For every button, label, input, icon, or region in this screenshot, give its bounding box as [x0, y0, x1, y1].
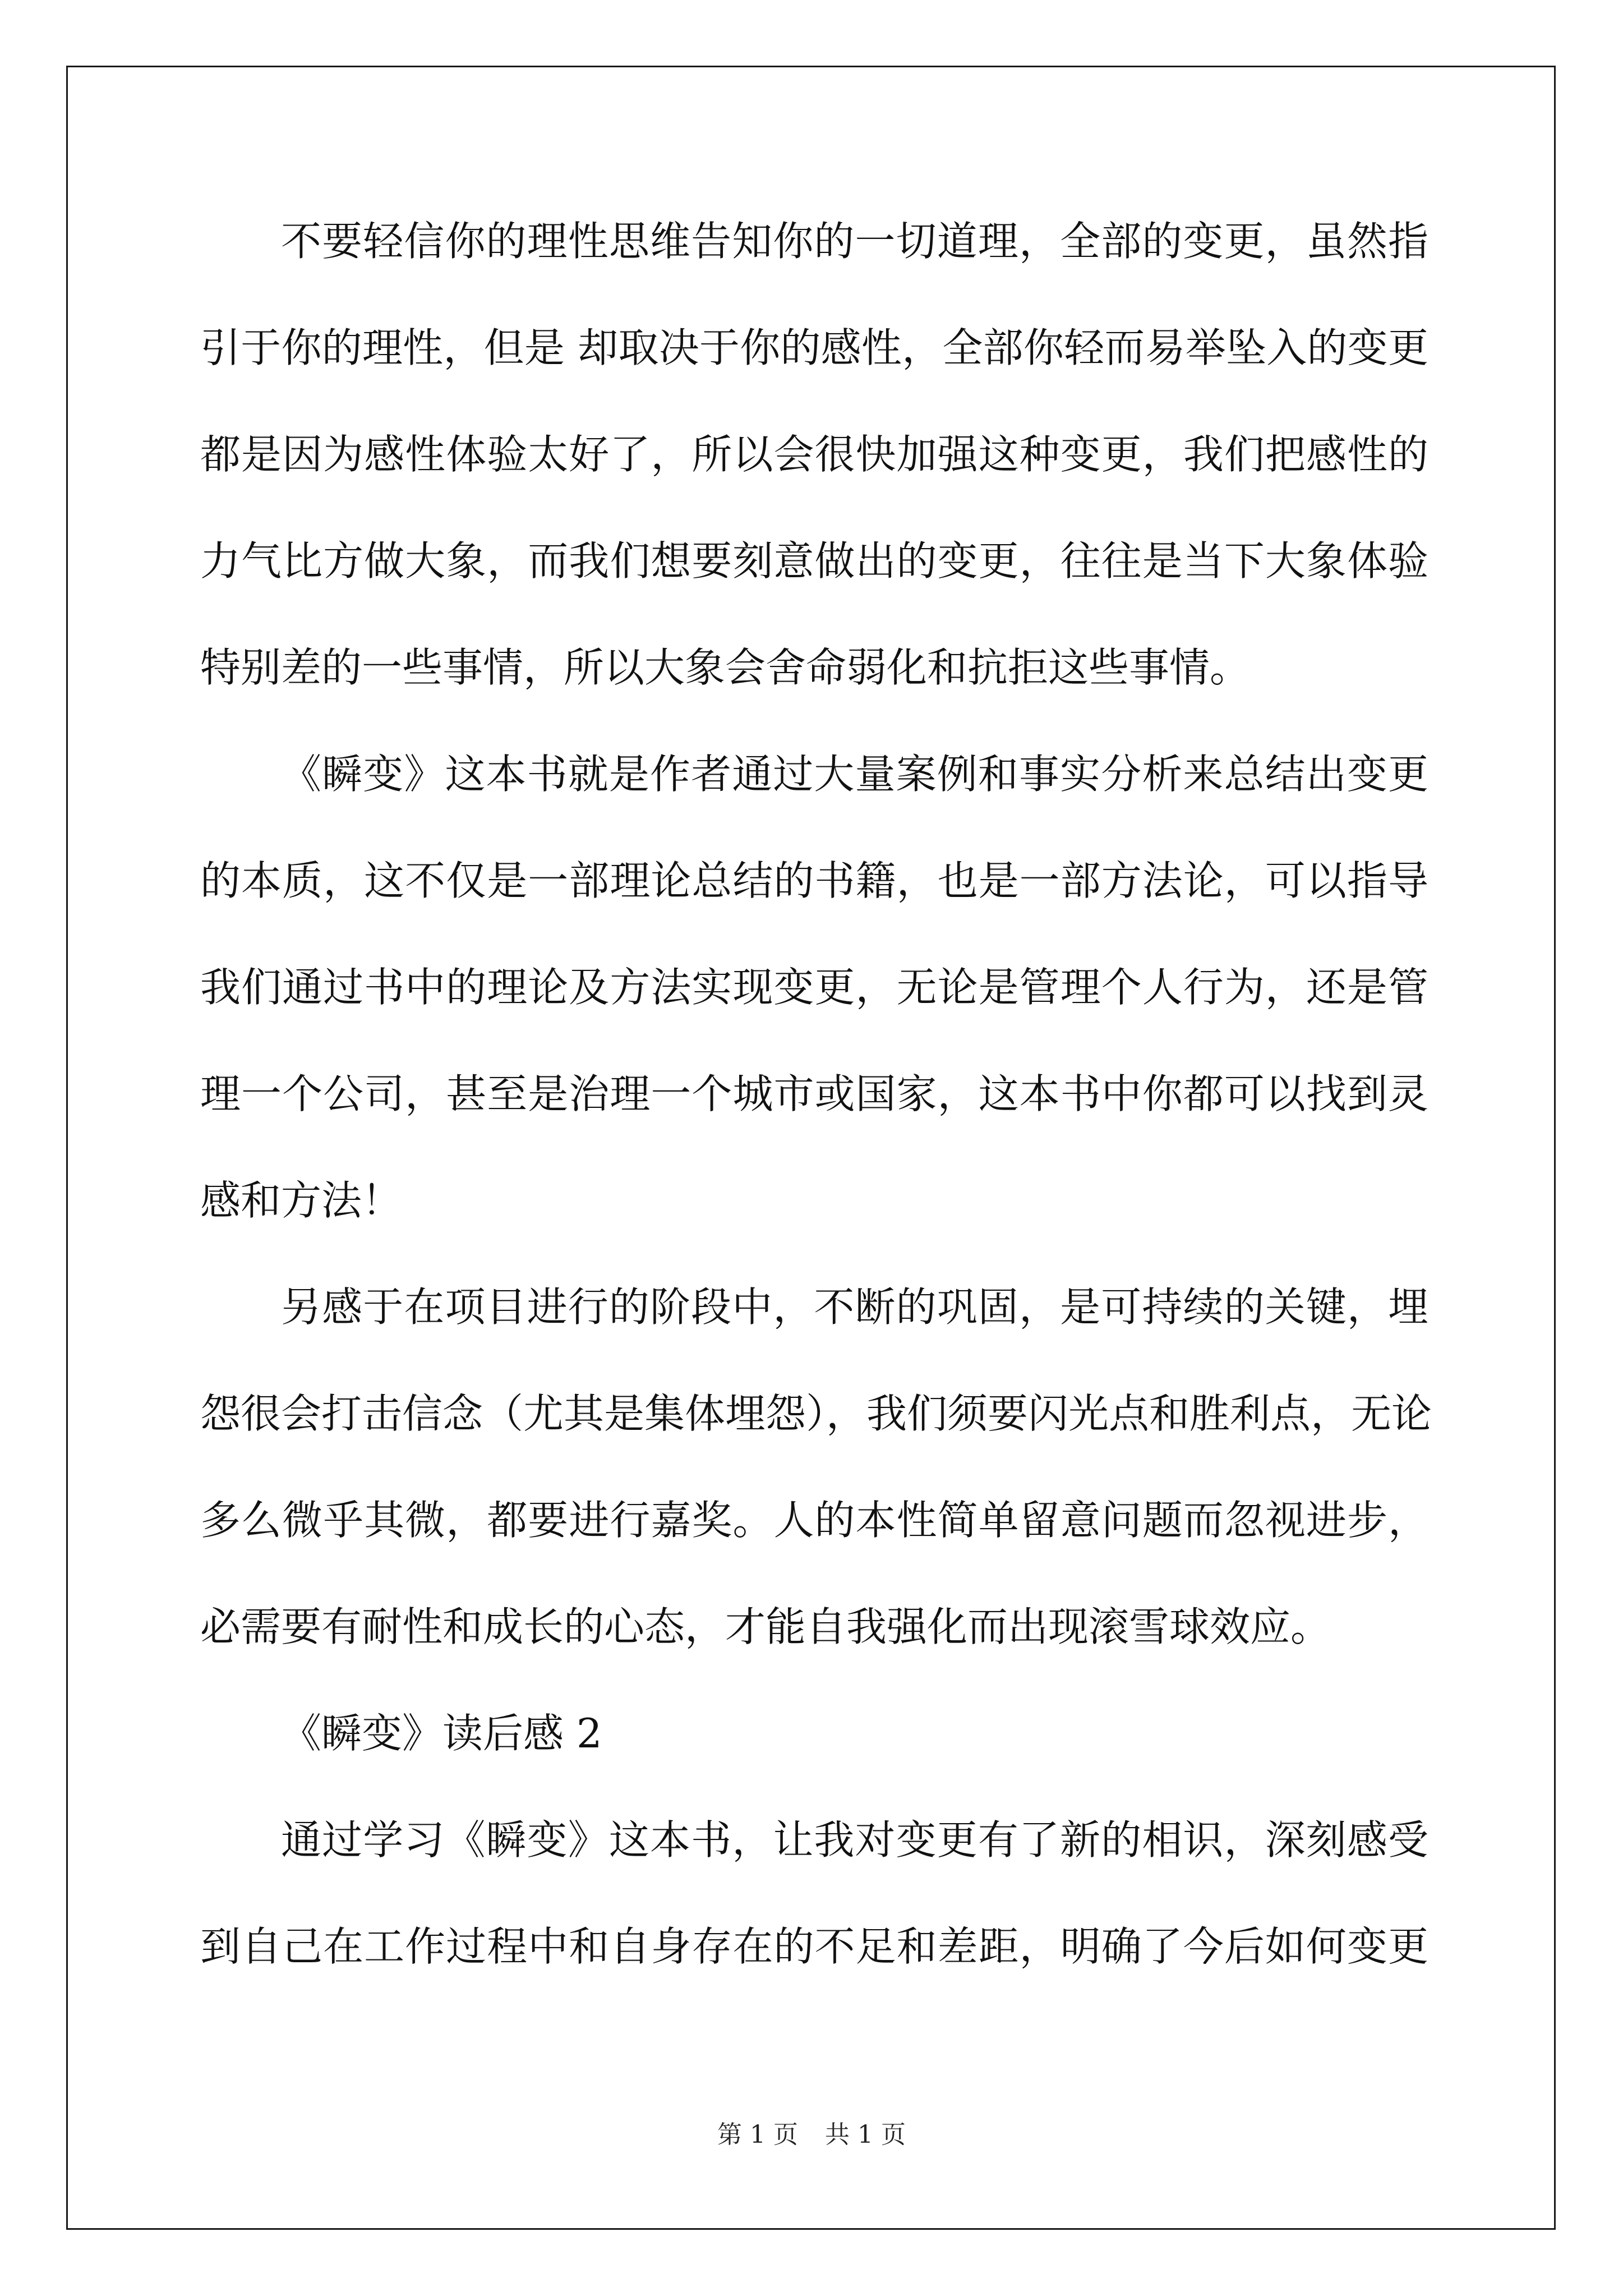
paragraph-line: 的本质，这不仅是一部理论总结的书籍，也是一部方法论，可以指导 — [200, 857, 1428, 904]
page-footer — [0, 2118, 1623, 2152]
paragraph-line: 特别差的一些事情，所以大象会舍命弱化和抗拒这些事情。 — [200, 644, 1251, 691]
paragraph-line: 到自己在工作过程中和自身存在的不足和差距，明确了今后如何变更 — [200, 1923, 1428, 1970]
paragraph-line: 通过学习《瞬变》这本书，让我对变更有了新的相识，深刻感受 — [281, 1816, 1428, 1864]
paragraph-line: 《瞬变》这本书就是作者通过大量案例和事实分析来总结出变更 — [281, 751, 1428, 798]
paragraph-line: 不要轻信你的理性思维告知你的一切道理，全部的变更，虽然指 — [281, 218, 1428, 265]
page-number-current: 第 1 页 — [717, 2120, 798, 2149]
section-heading: 《瞬变》读后感 2 — [281, 1710, 602, 1757]
paragraph-line: 另感于在项目进行的阶段中，不断的巩固，是可持续的关键，埋 — [281, 1283, 1428, 1331]
paragraph-line: 必需要有耐性和成长的心态，才能自我强化而出现滚雪球效应。 — [200, 1603, 1331, 1650]
document-body — [200, 213, 1432, 2025]
paragraph-line: 都是因为感性体验太好了，所以会很快加强这种变更，我们把感性的 — [200, 431, 1428, 478]
paragraph-line: 怨很会打击信念（尤其是集体埋怨），我们须要闪光点和胜利点，无论 — [200, 1390, 1432, 1437]
paragraph-line: 理一个公司，甚至是治理一个城市或国家，这本书中你都可以找到灵 — [200, 1070, 1428, 1117]
paragraph-line: 力气比方做大象，而我们想要刻意做出的变更，往往是当下大象体验 — [200, 537, 1428, 585]
page-number-total: 共 1 页 — [825, 2120, 906, 2149]
paragraph-line: 引于你的理性，但是 却取决于你的感性，全部你轻而易举坠入的变更 — [200, 324, 1428, 371]
paragraph-line: 多么微乎其微，都要进行嘉奖。人的本性简单留意问题而忽视进步， — [200, 1497, 1428, 1544]
paragraph-line: 我们通过书中的理论及方法实现变更，无论是管理个人行为，还是管 — [200, 964, 1428, 1011]
paragraph-line: 感和方法！ — [200, 1177, 403, 1224]
